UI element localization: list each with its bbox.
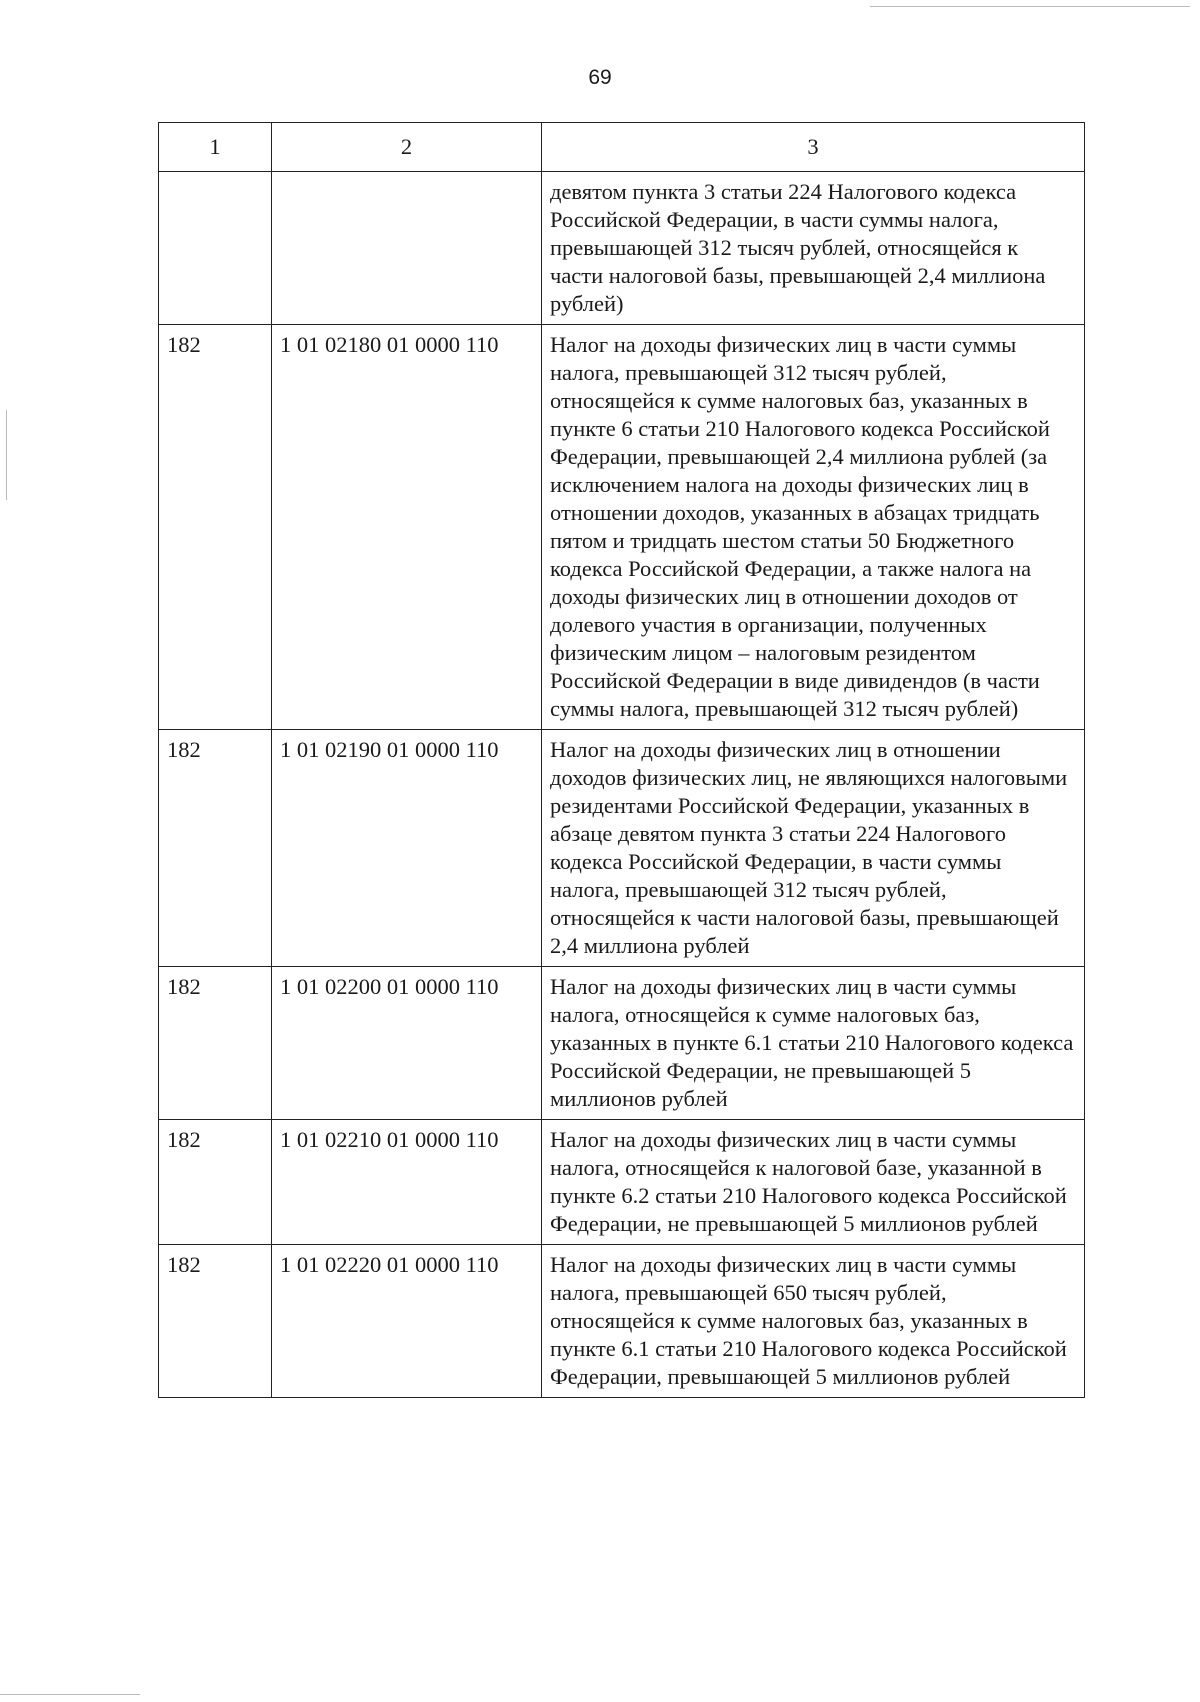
description-cell: Налог на доходы физических лиц в отношении доходов физических лиц, не являющихся налоговыми резидентами Российской Федерации, указанных в абзаце девятом пункта 3 статьи 224 Налогового кодекса Российской Федерации, в части суммы налога, превышающей 312 тысяч рублей, относящейся к части налоговой базы, превышающей 2,4 миллиона рублей [542, 730, 1085, 967]
table-row [159, 967, 1085, 1120]
description-cell: Налог на доходы физических лиц в части суммы налога, превышающей 650 тысяч рублей, относящейся к сумме налоговых баз, указанных в пункте 6.1 статьи 210 Налогового кодекса Российской Федерации, превышающей 5 миллионов рублей [542, 1245, 1085, 1398]
budget-code-cell: 1 01 02180 01 0000 110 [272, 325, 542, 730]
description-cell: Налог на доходы физических лиц в части суммы налога, относящейся к сумме налоговых баз, указанных в пункте 6.1 статьи 210 Налогового кодекса Российской Федерации, не превышающей 5 миллионов рублей [542, 967, 1085, 1120]
admin-code-cell: 182 [159, 967, 272, 1120]
admin-code-cell [159, 172, 272, 325]
column-header-3: 3 [542, 123, 1085, 172]
description-cell: девятом пункта 3 статьи 224 Налогового кодекса Российской Федерации, в части суммы налога, превышающей 312 тысяч рублей, относящейся к части налоговой базы, превышающей 2,4 миллиона рублей) [542, 172, 1085, 325]
description-cell: Налог на доходы физических лиц в части суммы налога, превышающей 312 тысяч рублей, относящейся к сумме налоговых баз, указанных в пункте 6 статьи 210 Налогового кодекса Российской Федерации, превышающей 2,4 миллиона рублей (за исключением налога на доходы физических лиц в отношении доходов, указанных в абзацах тридцать пятом и тридцать шестом статьи 50 Бюджетного кодекса Российской Федерации, а также налога на доходы физических лиц в отношении доходов от долевого участия в организации, полученных физическим лицом – налоговым резидентом Российской Федерации в виде дивидендов (в части суммы налога, превышающей 312 тысяч рублей) [542, 325, 1085, 730]
scan-artifact-top [870, 6, 1190, 7]
column-header-2: 2 [272, 123, 542, 172]
budget-code-cell: 1 01 02220 01 0000 110 [272, 1245, 542, 1398]
table-row [159, 1245, 1085, 1398]
table-header-row [159, 123, 1085, 172]
table-row [159, 1120, 1085, 1245]
table-row [159, 730, 1085, 967]
budget-code-cell: 1 01 02200 01 0000 110 [272, 967, 542, 1120]
page-number: 69 [588, 66, 612, 89]
admin-code-cell: 182 [159, 325, 272, 730]
column-header-1: 1 [159, 123, 272, 172]
table-row [159, 325, 1085, 730]
scan-artifact-left [6, 410, 7, 500]
table-row-continuation [159, 172, 1085, 325]
budget-code-table [158, 122, 1085, 1398]
description-cell: Налог на доходы физических лиц в части суммы налога, относящейся к налоговой базе, указанной в пункте 6.2 статьи 210 Налогового кодекса Российской Федерации, не превышающей 5 миллионов рублей [542, 1120, 1085, 1245]
budget-code-cell: 1 01 02190 01 0000 110 [272, 730, 542, 967]
budget-code-cell: 1 01 02210 01 0000 110 [272, 1120, 542, 1245]
budget-code-cell [272, 172, 542, 325]
scan-artifact-bottom [0, 1694, 140, 1695]
admin-code-cell: 182 [159, 1120, 272, 1245]
admin-code-cell: 182 [159, 730, 272, 967]
admin-code-cell: 182 [159, 1245, 272, 1398]
